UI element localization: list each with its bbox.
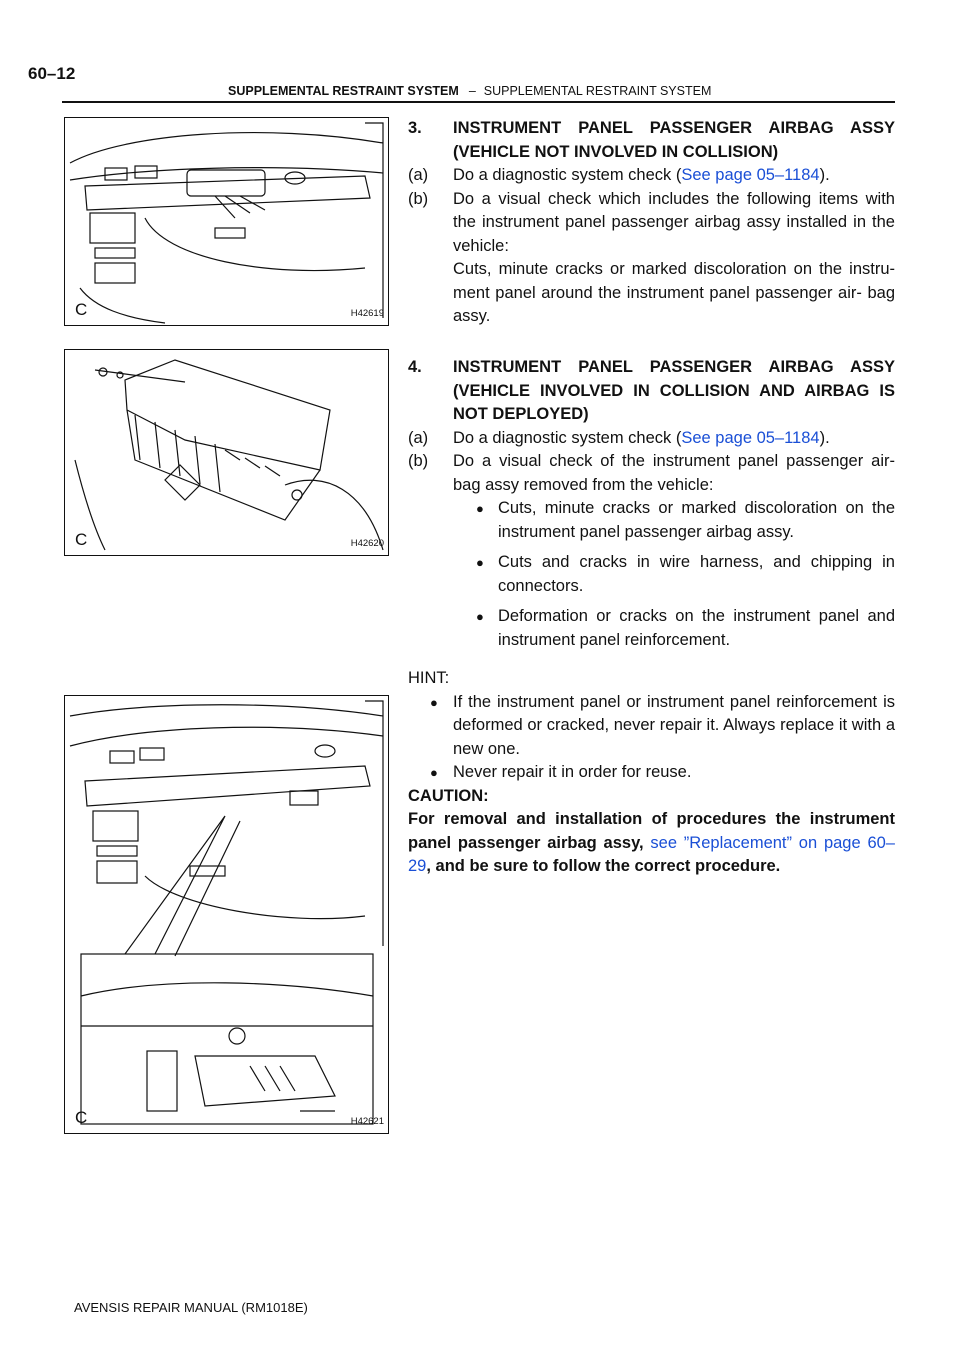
bullet-icon: ● xyxy=(476,501,484,516)
list-item xyxy=(408,605,895,652)
step-number: 4. xyxy=(408,358,422,376)
see-page-link[interactable]: See page 05–1184 xyxy=(681,166,820,184)
running-header xyxy=(228,84,711,98)
bullet-icon: ● xyxy=(476,609,484,624)
step-4b xyxy=(408,450,895,497)
figure-letter: C xyxy=(75,1108,88,1127)
substep-label: (b) xyxy=(408,452,429,470)
substep-text: Do a diagnostic system check ( xyxy=(453,166,682,184)
figure-code: H42621 xyxy=(350,1116,384,1127)
substep-text-end: ). xyxy=(819,428,830,447)
substep-text: Do a diagnostic system check ( xyxy=(453,428,682,447)
bullet-icon: ● xyxy=(430,694,438,710)
header-separator: – xyxy=(468,84,476,98)
hint-caution-block xyxy=(408,667,895,879)
bullet-text: Deformation or cracks on the instrument panel and instrument panel reinforcement. xyxy=(498,607,895,649)
bullet-text: If the instrument panel or instrument panel reinforcement is deformed or cracked, never repair it. Always replace it with a new one. xyxy=(453,692,895,758)
header-subsection: SUPPLEMENTAL RESTRAINT SYSTEM xyxy=(483,84,712,98)
list-item xyxy=(408,761,895,785)
hint-label: HINT: xyxy=(408,669,450,687)
caution-text-start: For removal and installation of procedures the instrument panel passenger airbag assy, xyxy=(408,810,895,852)
substep-label: (b) xyxy=(408,189,429,208)
bullet-icon: ● xyxy=(476,555,484,570)
substep-text: Do a visual check which includes the following items with the instrument panel passenger airbag assy installed in the vehicle: xyxy=(453,189,895,255)
step-title: INSTRUMENT PANEL PASSENGER AIRBAG ASSY (VEHICLE INVOLVED IN COLLISION AND AIRBAG IS NOT DEPLOYED) xyxy=(453,358,895,423)
see-page-link[interactable]: See page 05–1184 xyxy=(681,428,820,447)
substep-label: (a) xyxy=(408,166,429,184)
replacement-link[interactable]: see ”Replacement” on page 60–29 xyxy=(408,833,895,875)
step-number: 3. xyxy=(408,119,422,137)
bullet-icon: ● xyxy=(430,765,438,780)
step-title: INSTRUMENT PANEL PASSENGER AIRBAG ASSY (VEHICLE NOT INVOLVED IN COLLISION) xyxy=(453,119,895,161)
step-4 xyxy=(408,356,895,652)
footer: AVENSIS REPAIR MANUAL (RM1018E) xyxy=(74,1300,308,1315)
bullet-text: Cuts and cracks in wire harness, and chipping in connectors. xyxy=(498,553,895,595)
figure-code: H42620 xyxy=(350,538,384,549)
figure-letter: C xyxy=(75,530,88,549)
step-3b xyxy=(408,188,895,259)
substep-label: (a) xyxy=(408,428,429,447)
list-item xyxy=(408,551,895,598)
step-3-heading xyxy=(408,117,895,164)
dashboard-illustration xyxy=(65,118,388,325)
list-item xyxy=(408,691,895,762)
caution-text xyxy=(408,808,895,879)
step-3a xyxy=(408,164,895,188)
header-rule xyxy=(62,101,895,103)
caution-label: CAUTION: xyxy=(408,786,489,805)
page-number: 60–12 xyxy=(28,64,76,83)
substep-text: Do a visual check of the instrument panel passenger air- bag assy removed from the vehicle: xyxy=(453,452,895,494)
header-section: SUPPLEMENTAL RESTRAINT SYSTEM xyxy=(228,84,459,98)
airbag-illustration xyxy=(65,350,388,555)
figure-code: H42619 xyxy=(350,308,384,319)
caution-text-end: , and be sure to follow the correct procedure. xyxy=(426,857,781,875)
dashboard-detail-illustration xyxy=(65,696,388,1133)
bullet-text: Never repair it in order for reuse. xyxy=(453,763,692,781)
step-3 xyxy=(408,117,895,329)
figure-dashboard-detail xyxy=(64,695,389,1134)
figure-airbag-removed xyxy=(64,349,389,556)
step-4-heading xyxy=(408,356,895,427)
list-item xyxy=(408,497,895,544)
substep-text-end: ). xyxy=(819,166,830,184)
figure-letter: C xyxy=(75,300,88,319)
step-4a xyxy=(408,427,895,451)
figure-dashboard-installed xyxy=(64,117,389,326)
step-3b-detail: Cuts, minute cracks or marked discoloration on the instru- ment panel around the instrument panel passenger air- bag assy. xyxy=(453,260,895,325)
bullet-text: Cuts, minute cracks or marked discoloration on the instrument panel passenger airbag assy. xyxy=(498,499,895,541)
